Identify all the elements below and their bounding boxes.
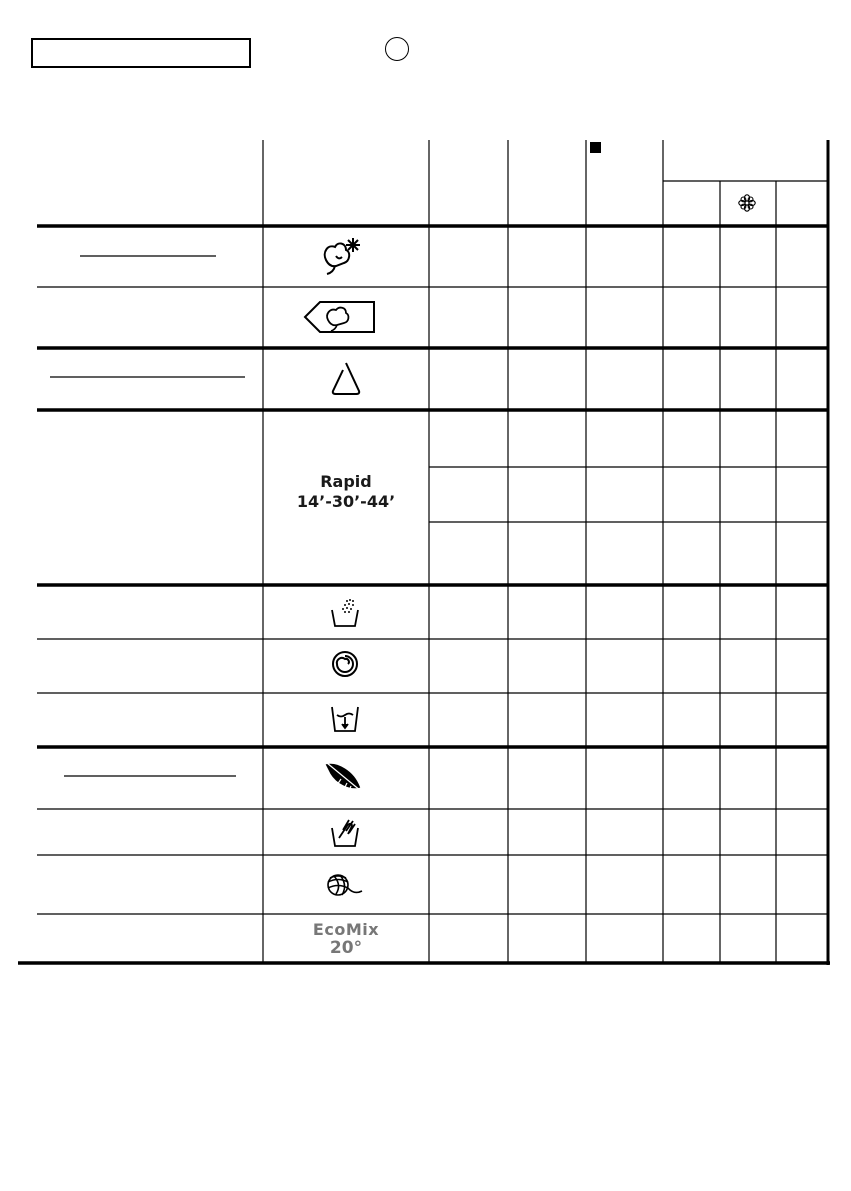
cotton-tag-icon <box>305 302 374 332</box>
ecomix-title: EcoMix <box>312 920 380 939</box>
ecomix-program-label <box>263 921 429 957</box>
flower-icon <box>739 195 755 211</box>
ecomix-temperature: 20° <box>329 938 363 958</box>
delicate-feather-icon <box>327 763 361 791</box>
rapid-title: Rapid <box>320 472 372 491</box>
filled-square-icon <box>590 142 601 153</box>
wool-yarn-icon <box>328 875 362 895</box>
drain-icon <box>332 707 358 731</box>
rapid-program-label <box>263 472 429 512</box>
cotton-star-icon <box>325 238 360 274</box>
hand-wash-icon <box>332 820 358 846</box>
synthetic-triangle-icon <box>333 363 359 394</box>
rinse-icon <box>332 599 358 626</box>
rapid-durations: 14’-30’-44’ <box>296 492 396 511</box>
spin-icon <box>333 652 357 676</box>
